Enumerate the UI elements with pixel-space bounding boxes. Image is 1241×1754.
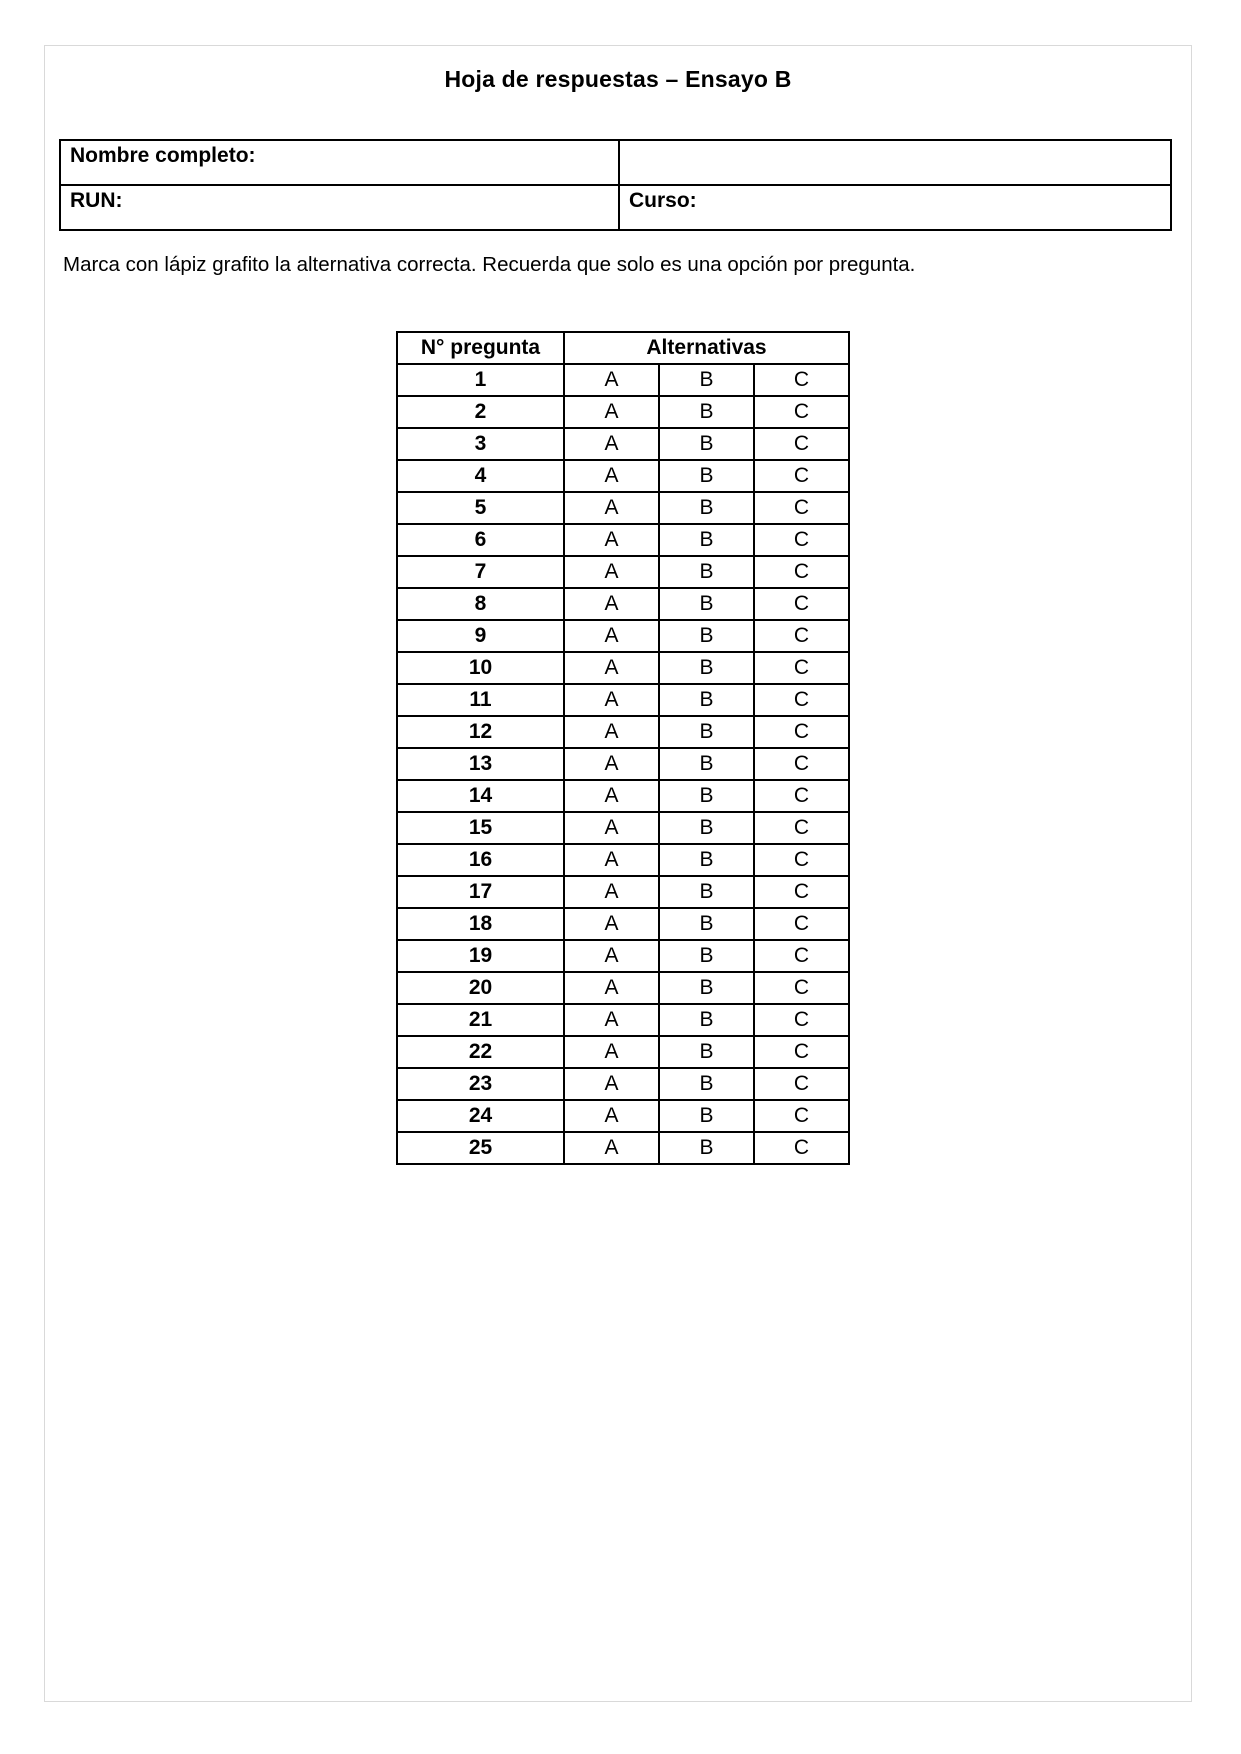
option-cell-b[interactable]: B: [659, 620, 754, 652]
answer-row: [397, 524, 849, 556]
option-cell-b[interactable]: B: [659, 780, 754, 812]
answer-row: [397, 972, 849, 1004]
question-number: 15: [397, 812, 564, 844]
question-number: 19: [397, 940, 564, 972]
question-number: 20: [397, 972, 564, 1004]
option-cell-c[interactable]: C: [754, 492, 849, 524]
option-cell-b[interactable]: B: [659, 556, 754, 588]
option-cell-a[interactable]: A: [564, 492, 659, 524]
option-cell-b[interactable]: B: [659, 844, 754, 876]
answer-row: [397, 1068, 849, 1100]
option-cell-c[interactable]: C: [754, 428, 849, 460]
option-cell-b[interactable]: B: [659, 652, 754, 684]
question-number: 17: [397, 876, 564, 908]
curso-label: Curso:: [629, 189, 697, 212]
curso-field[interactable]: [619, 185, 1171, 230]
answer-table: [396, 331, 850, 1165]
option-cell-b[interactable]: B: [659, 908, 754, 940]
option-cell-c[interactable]: C: [754, 716, 849, 748]
option-cell-b[interactable]: B: [659, 364, 754, 396]
option-cell-b[interactable]: B: [659, 716, 754, 748]
option-cell-c[interactable]: C: [754, 556, 849, 588]
question-number: 25: [397, 1132, 564, 1164]
instruction-text: Marca con lápiz grafito la alternativa correcta. Recuerda que solo es una opción por pregunta.: [63, 253, 916, 276]
nombre-field[interactable]: [60, 140, 619, 185]
option-cell-b[interactable]: B: [659, 460, 754, 492]
option-cell-c[interactable]: C: [754, 1068, 849, 1100]
answer-row: [397, 780, 849, 812]
question-number: 16: [397, 844, 564, 876]
answer-row: [397, 908, 849, 940]
option-cell-a[interactable]: A: [564, 1004, 659, 1036]
option-cell-b[interactable]: B: [659, 972, 754, 1004]
option-cell-b[interactable]: B: [659, 492, 754, 524]
option-cell-c[interactable]: C: [754, 908, 849, 940]
answer-table-body: [397, 364, 849, 1164]
answer-row: [397, 620, 849, 652]
question-number: 4: [397, 460, 564, 492]
option-cell-c[interactable]: C: [754, 876, 849, 908]
option-cell-a[interactable]: A: [564, 908, 659, 940]
option-cell-c[interactable]: C: [754, 1036, 849, 1068]
option-cell-c[interactable]: C: [754, 1132, 849, 1164]
option-cell-a[interactable]: A: [564, 364, 659, 396]
option-cell-b[interactable]: B: [659, 812, 754, 844]
option-cell-a[interactable]: A: [564, 716, 659, 748]
option-cell-a[interactable]: A: [564, 780, 659, 812]
option-cell-b[interactable]: B: [659, 588, 754, 620]
alternatives-column-header: Alternativas: [564, 332, 849, 364]
answer-row: [397, 1132, 849, 1164]
option-cell-a[interactable]: A: [564, 748, 659, 780]
option-cell-a[interactable]: A: [564, 876, 659, 908]
question-number: 14: [397, 780, 564, 812]
option-cell-a[interactable]: A: [564, 428, 659, 460]
option-cell-a[interactable]: A: [564, 556, 659, 588]
option-cell-c[interactable]: C: [754, 812, 849, 844]
question-number: 1: [397, 364, 564, 396]
answer-row: [397, 812, 849, 844]
question-number: 3: [397, 428, 564, 460]
answer-table-header-row: [397, 332, 849, 364]
option-cell-a[interactable]: A: [564, 652, 659, 684]
option-cell-b[interactable]: B: [659, 1036, 754, 1068]
option-cell-c[interactable]: C: [754, 684, 849, 716]
run-field[interactable]: [60, 185, 619, 230]
question-number: 22: [397, 1036, 564, 1068]
answer-row: [397, 748, 849, 780]
answer-row: [397, 396, 849, 428]
option-cell-c[interactable]: C: [754, 588, 849, 620]
option-cell-a[interactable]: A: [564, 620, 659, 652]
answer-row: [397, 364, 849, 396]
info-row-nombre: [60, 140, 1171, 185]
option-cell-c[interactable]: C: [754, 396, 849, 428]
option-cell-a[interactable]: A: [564, 844, 659, 876]
option-cell-a[interactable]: A: [564, 460, 659, 492]
question-number: 23: [397, 1068, 564, 1100]
nombre-value-cell[interactable]: [619, 140, 1171, 185]
option-cell-b[interactable]: B: [659, 396, 754, 428]
option-cell-c[interactable]: C: [754, 972, 849, 1004]
answer-row: [397, 1036, 849, 1068]
student-info-table: [59, 139, 1172, 231]
option-cell-b[interactable]: B: [659, 1004, 754, 1036]
option-cell-b[interactable]: B: [659, 1132, 754, 1164]
option-cell-a[interactable]: A: [564, 812, 659, 844]
option-cell-a[interactable]: A: [564, 1068, 659, 1100]
question-number: 5: [397, 492, 564, 524]
option-cell-c[interactable]: C: [754, 748, 849, 780]
question-number: 6: [397, 524, 564, 556]
option-cell-c[interactable]: C: [754, 460, 849, 492]
answer-row: [397, 556, 849, 588]
option-cell-c[interactable]: C: [754, 1004, 849, 1036]
answer-row: [397, 1004, 849, 1036]
answer-row: [397, 652, 849, 684]
option-cell-c[interactable]: C: [754, 844, 849, 876]
option-cell-a[interactable]: A: [564, 396, 659, 428]
question-number: 7: [397, 556, 564, 588]
option-cell-a[interactable]: A: [564, 588, 659, 620]
option-cell-a[interactable]: A: [564, 1132, 659, 1164]
option-cell-c[interactable]: C: [754, 780, 849, 812]
option-cell-a[interactable]: A: [564, 972, 659, 1004]
answer-row: [397, 716, 849, 748]
document-page: [44, 45, 1192, 1702]
option-cell-c[interactable]: C: [754, 652, 849, 684]
option-cell-c[interactable]: C: [754, 364, 849, 396]
question-number: 18: [397, 908, 564, 940]
option-cell-b[interactable]: B: [659, 428, 754, 460]
question-number: 11: [397, 684, 564, 716]
option-cell-c[interactable]: C: [754, 940, 849, 972]
question-column-header: N° pregunta: [397, 332, 564, 364]
answer-row: [397, 940, 849, 972]
option-cell-a[interactable]: A: [564, 684, 659, 716]
option-cell-b[interactable]: B: [659, 684, 754, 716]
question-number: 10: [397, 652, 564, 684]
option-cell-b[interactable]: B: [659, 748, 754, 780]
question-number: 9: [397, 620, 564, 652]
question-number: 21: [397, 1004, 564, 1036]
answer-row: [397, 588, 849, 620]
option-cell-c[interactable]: C: [754, 524, 849, 556]
option-cell-a[interactable]: A: [564, 940, 659, 972]
question-number: 2: [397, 396, 564, 428]
option-cell-c[interactable]: C: [754, 620, 849, 652]
answer-row: [397, 684, 849, 716]
question-number: 8: [397, 588, 564, 620]
option-cell-b[interactable]: B: [659, 524, 754, 556]
answer-row: [397, 428, 849, 460]
option-cell-c[interactable]: C: [754, 1100, 849, 1132]
answer-row: [397, 492, 849, 524]
option-cell-a[interactable]: A: [564, 1036, 659, 1068]
answer-row: [397, 876, 849, 908]
option-cell-a[interactable]: A: [564, 524, 659, 556]
nombre-label: Nombre completo:: [70, 144, 256, 167]
answer-row: [397, 1100, 849, 1132]
answer-row: [397, 460, 849, 492]
option-cell-b[interactable]: B: [659, 940, 754, 972]
option-cell-b[interactable]: B: [659, 1068, 754, 1100]
option-cell-b[interactable]: B: [659, 1100, 754, 1132]
question-number: 24: [397, 1100, 564, 1132]
answer-row: [397, 844, 849, 876]
run-label: RUN:: [70, 189, 123, 212]
option-cell-b[interactable]: B: [659, 876, 754, 908]
question-number: 13: [397, 748, 564, 780]
question-number: 12: [397, 716, 564, 748]
page-title: Hoja de respuestas – Ensayo B: [444, 66, 792, 92]
info-row-run-curso: [60, 185, 1171, 230]
option-cell-a[interactable]: A: [564, 1100, 659, 1132]
